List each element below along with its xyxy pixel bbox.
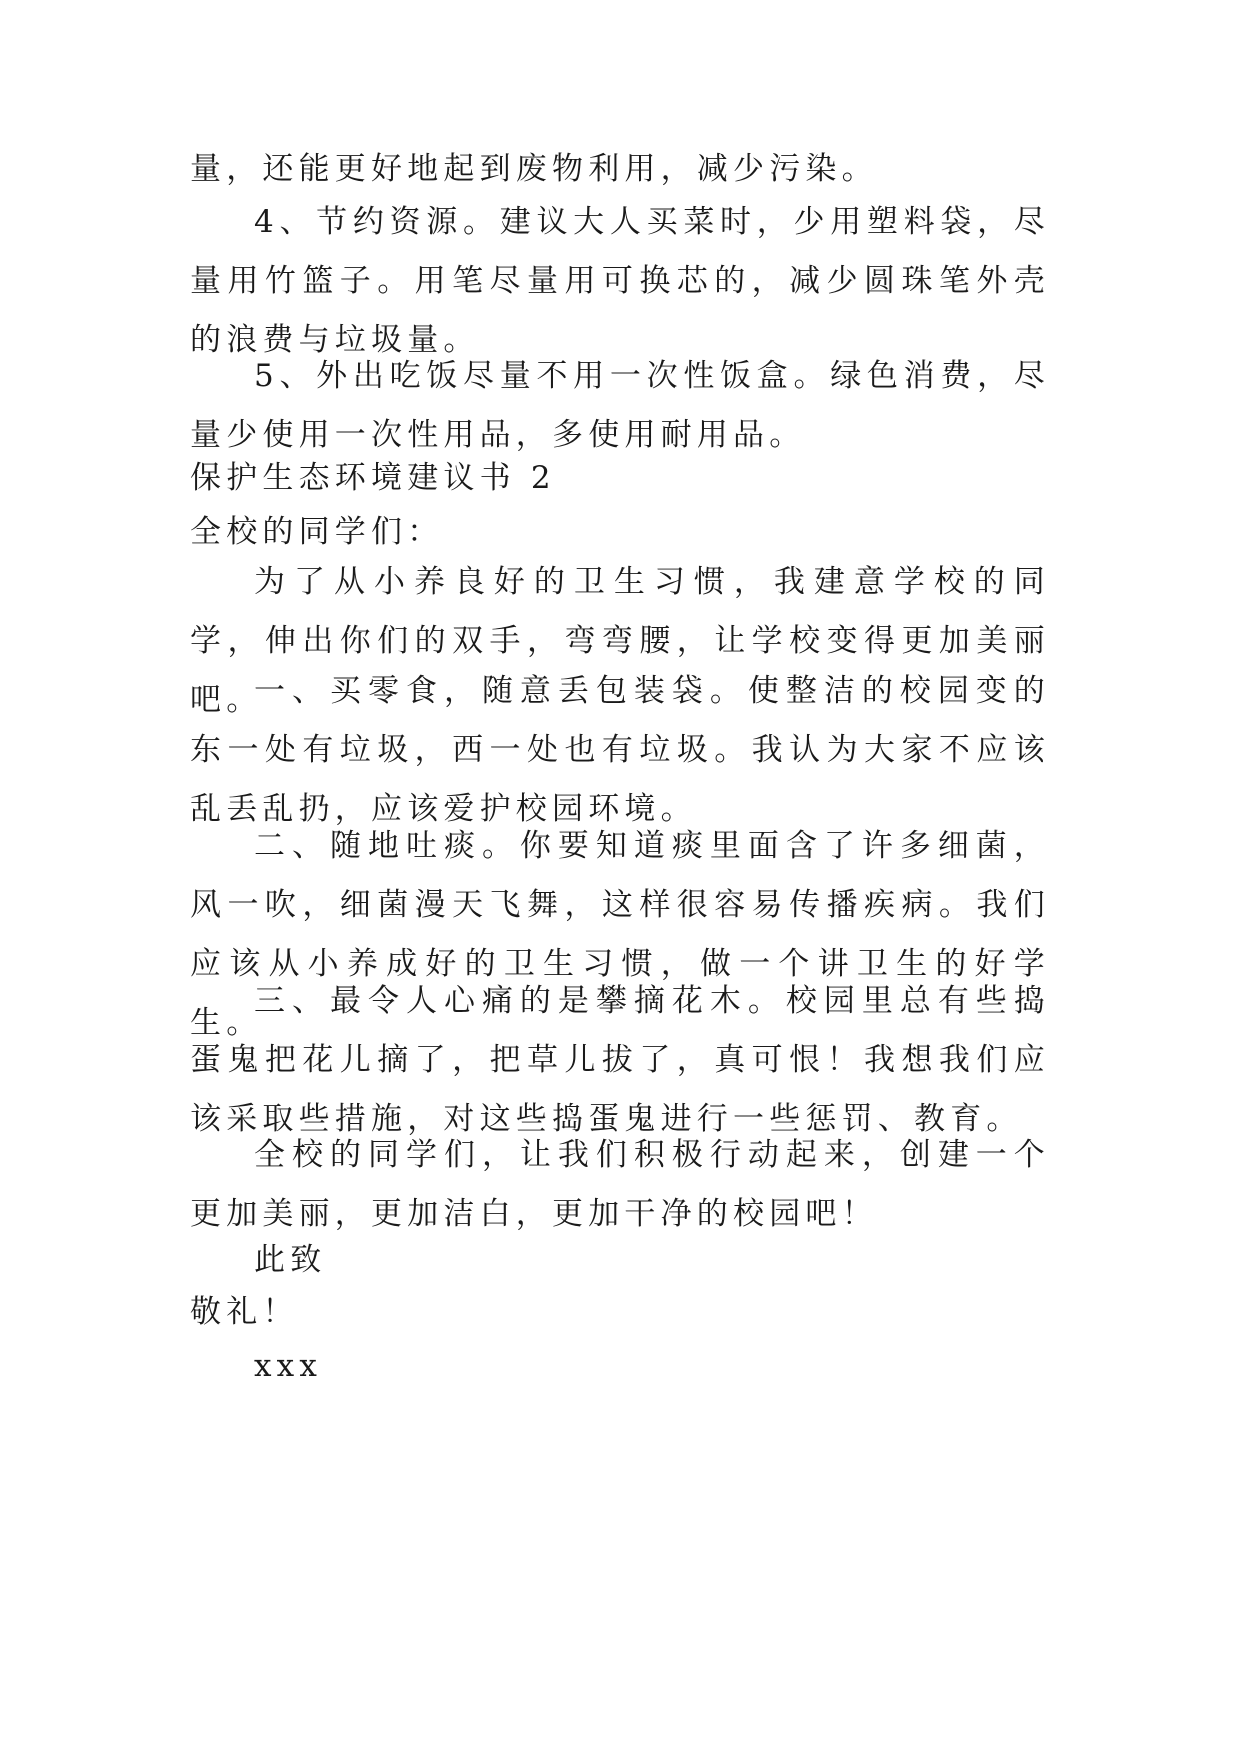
- closing-call-paragraph: 全校的同学们，让我们积极行动起来，创建一个更加美丽，更加洁白，更加干净的校园吧！: [190, 1137, 1050, 1232]
- closing-line-1: 此致: [254, 1242, 327, 1278]
- item-4-paragraph: 4、节约资源。建议大人买菜时，少用塑料袋，尽量用竹篮子。用笔尽量用可换芯的，减少圆珠笔外壳的浪费与垃圾量。: [190, 204, 1050, 358]
- section-title: 保护生态环境建议书 2: [190, 460, 556, 496]
- closing-line-2: 敬礼！: [190, 1294, 299, 1330]
- salutation: 全校的同学们：: [190, 514, 444, 550]
- continued-paragraph: 量，还能更好地起到废物利用，减少污染。: [190, 151, 878, 187]
- point-1-paragraph: 一、买零食，随意丢包装袋。使整洁的校园变的东一处有垃圾，西一处也有垃圾。我认为大家不应该乱丢乱扔，应该爱护校园环境。: [190, 673, 1050, 827]
- point-3-paragraph: 三、最令人心痛的是攀摘花木。校园里总有些捣蛋鬼把花儿摘了，把草儿拔了，真可恨！我想我们应该采取些措施，对这些捣蛋鬼进行一些惩罚、教育。: [190, 983, 1050, 1137]
- item-5-paragraph: 5、外出吃饭尽量不用一次性饭盒。绿色消费，尽量少使用一次性用品，多使用耐用品。: [190, 358, 1050, 453]
- point-2-paragraph: 二、随地吐痰。你要知道痰里面含了许多细菌，风一吹，细菌漫天飞舞，这样很容易传播疾病。我们应该从小养成好的卫生习惯，做一个讲卫生的好学生。: [190, 828, 1050, 1041]
- intro-paragraph: 为了从小养良好的卫生习惯，我建意学校的同学，伸出你们的双手，弯弯腰，让学校变得更加美丽吧。: [190, 564, 1050, 718]
- signature: xxx: [254, 1348, 323, 1384]
